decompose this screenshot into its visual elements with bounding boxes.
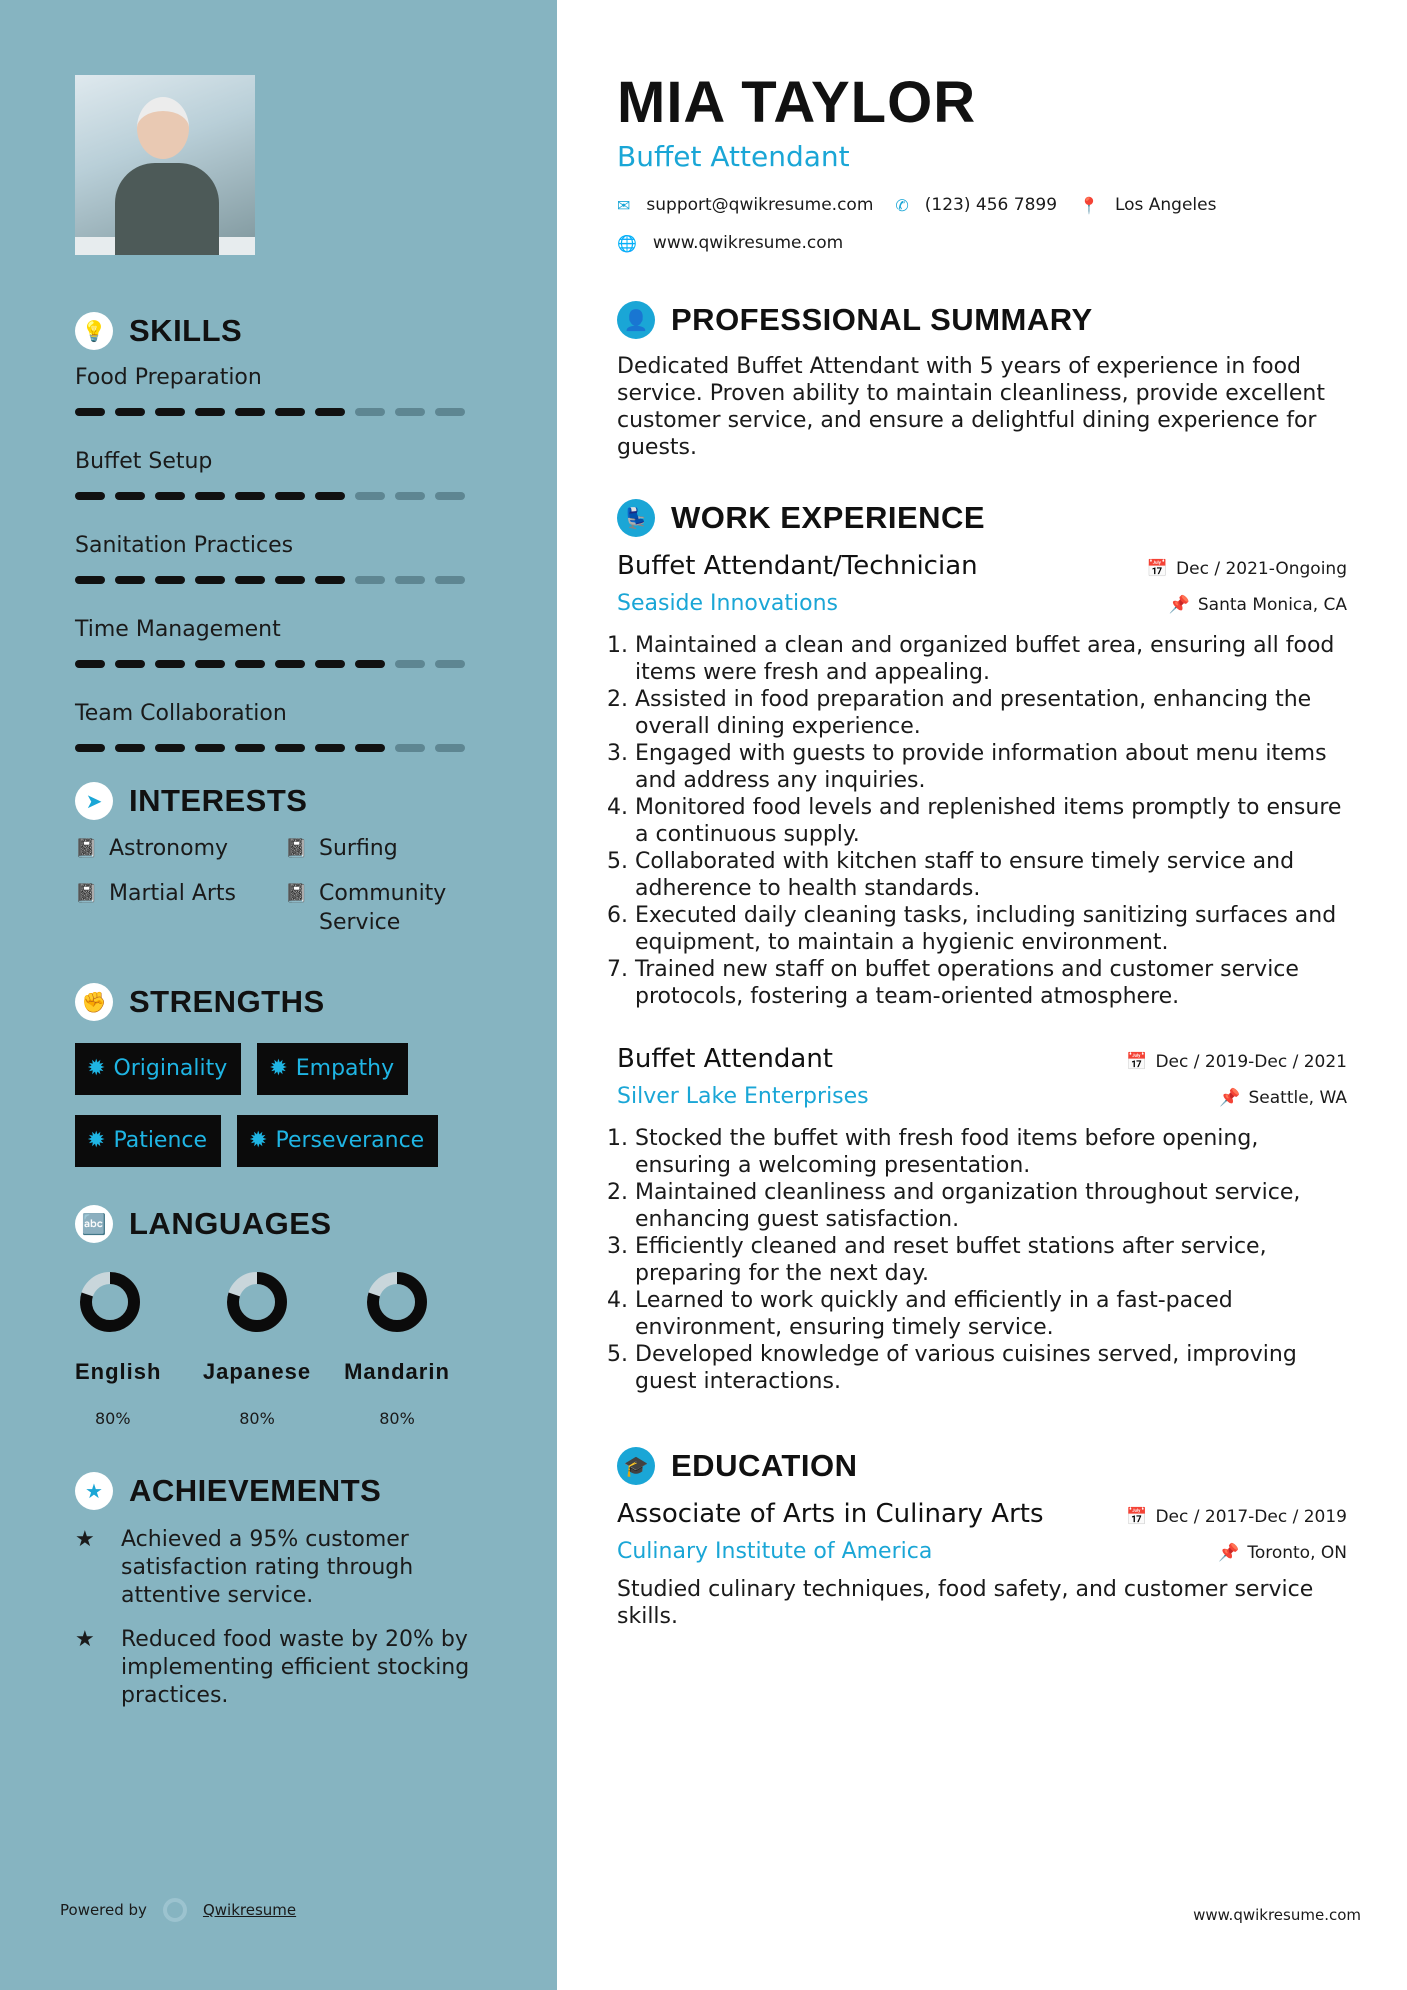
pin-icon: 📌 <box>1219 1088 1241 1108</box>
book-icon: 📓 <box>285 838 308 859</box>
education-entry <box>617 1499 1347 1630</box>
skills-list <box>75 362 557 752</box>
education-description: Studied culinary techniques, food safety, and customer service skills. <box>617 1577 1314 1629</box>
skill-level-segment <box>435 408 465 416</box>
user-icon: 👤 <box>617 301 655 339</box>
skill-name: Buffet Setup <box>75 449 213 474</box>
strength-tag: ✹ Perseverance <box>237 1115 438 1167</box>
skill-level-segment <box>435 744 465 752</box>
job-duty: 1. Maintained a clean and organized buffet area, ensuring all food items were fresh and appealing. <box>635 632 1347 686</box>
skill-level-segment <box>315 408 345 416</box>
profile-photo <box>75 75 255 255</box>
job-duty: 2. Maintained cleanliness and organization throughout service, enhancing guest satisfaction. <box>635 1179 1347 1233</box>
language-level-ring <box>226 1271 288 1333</box>
summary-text: Dedicated Buffet Attendant with 5 years of experience in food service. Proven ability to maintain cleanliness, provide excellent customer service, and ensure a delightful dining experience for guests. <box>617 354 1325 460</box>
main-content <box>557 0 1407 1990</box>
skill-level-segment <box>115 576 145 584</box>
interests-title: INTERESTS <box>129 783 308 818</box>
skill-level-segment <box>275 408 305 416</box>
language-level-ring <box>79 1271 141 1333</box>
powered-by: Powered by Qwikresume <box>60 1898 296 1922</box>
skill-level-segment <box>395 744 425 752</box>
language-item <box>327 1271 467 1428</box>
work-title: WORK EXPERIENCE <box>671 500 986 535</box>
skill-level-segment <box>115 744 145 752</box>
job-title: Buffet Attendant <box>617 1044 833 1074</box>
badge-icon: ✹ <box>249 1128 268 1153</box>
skill-level-segment <box>235 660 265 668</box>
skill-level-segment <box>275 576 305 584</box>
company-name: Seaside Innovations <box>617 591 838 616</box>
summary-section <box>617 301 1347 461</box>
language-name: English <box>75 1359 162 1384</box>
skill-level-segment <box>195 744 225 752</box>
job-duties <box>617 1125 1347 1395</box>
skills-title: SKILLS <box>129 313 243 348</box>
skill-level-bar <box>75 660 557 668</box>
job-duties <box>617 632 1347 1010</box>
skill-level-segment <box>155 408 185 416</box>
skill-name: Food Preparation <box>75 365 262 390</box>
job-duty: 5. Developed knowledge of various cuisines served, improving guest interactions. <box>635 1341 1347 1395</box>
phone-icon: ✆ <box>895 195 909 215</box>
paper-plane-icon: ➤ <box>75 782 113 820</box>
website-contact[interactable]: 🌐 www.qwikresume.com <box>617 233 844 253</box>
skill-name: Sanitation Practices <box>75 533 294 558</box>
achievements-title: ACHIEVEMENTS <box>129 1473 382 1508</box>
skill-name: Team Collaboration <box>75 701 287 726</box>
envelope-icon: ✉ <box>617 195 631 215</box>
interest-item: 📓 Astronomy <box>75 836 229 861</box>
job-title: Buffet Attendant/Technician <box>617 551 978 581</box>
skill-level-segment <box>115 660 145 668</box>
skill-level-segment <box>75 492 105 500</box>
interest-item: 📓 Surfing <box>285 836 398 861</box>
skill-level-segment <box>315 492 345 500</box>
skill-level-bar <box>75 576 557 584</box>
skill-level-segment <box>315 660 345 668</box>
degree-title: Associate of Arts in Culinary Arts <box>617 1499 1044 1529</box>
skill-level-segment <box>315 744 345 752</box>
footer-url[interactable]: www.qwikresume.com <box>1193 1906 1361 1924</box>
education-date: 📅 Dec / 2017-Dec / 2019 <box>1126 1507 1347 1527</box>
school-name: Culinary Institute of America <box>617 1539 933 1564</box>
book-icon: 📓 <box>75 838 98 859</box>
skill-level-segment <box>115 408 145 416</box>
work-section <box>617 499 1347 1395</box>
interest-item: 📓 Martial Arts <box>75 879 285 937</box>
location-contact: 📍 Los Angeles <box>1079 195 1217 215</box>
languages-section <box>75 1205 557 1428</box>
strengths-title: STRENGTHS <box>129 984 325 1019</box>
contact-info <box>617 195 1337 253</box>
skill-level-segment <box>435 492 465 500</box>
shooting-star-icon: ★ <box>75 1527 95 1552</box>
graduate-icon: 🎓 <box>617 1447 655 1485</box>
book-icon: 📓 <box>285 883 308 904</box>
job-duty: 5. Collaborated with kitchen staff to ensure timely service and adherence to health standards. <box>635 848 1347 902</box>
skill-item <box>75 614 557 668</box>
badge-icon: ✹ <box>87 1056 106 1081</box>
star-badge-icon: ★ <box>75 1472 113 1510</box>
pin-icon: 📌 <box>1218 1543 1240 1563</box>
language-name: Mandarin <box>344 1359 450 1384</box>
skill-level-segment <box>395 660 425 668</box>
phone-contact[interactable]: ✆ (123) 456 7899 <box>895 195 1058 215</box>
skill-level-segment <box>275 492 305 500</box>
lightbulb-icon: 💡 <box>75 312 113 350</box>
achievements-section <box>75 1472 557 1710</box>
job-duty: 4. Monitored food levels and replenished items promptly to ensure a continuous supply. <box>635 794 1347 848</box>
job-duty: 1. Stocked the buffet with fresh food items before opening, ensuring a welcoming presentation. <box>635 1125 1347 1179</box>
job-entry <box>617 551 1347 1010</box>
skill-level-segment <box>155 576 185 584</box>
strengths-section <box>75 983 557 1167</box>
skill-name: Time Management <box>75 617 281 642</box>
calendar-icon: 📅 <box>1126 1052 1148 1072</box>
book-icon: 📓 <box>75 883 98 904</box>
languages-list <box>75 1271 557 1428</box>
skills-section <box>75 312 557 752</box>
job-location: 📌 Seattle, WA <box>1219 1088 1347 1108</box>
skill-level-segment <box>435 576 465 584</box>
candidate-name: MIA TAYLOR <box>617 70 977 135</box>
job-date: 📅 Dec / 2021-Ongoing <box>1146 559 1347 579</box>
skill-level-segment <box>395 408 425 416</box>
skill-item <box>75 362 557 416</box>
candidate-role: Buffet Attendant <box>617 140 850 173</box>
fist-icon: ✊ <box>75 983 113 1021</box>
map-pin-icon: 📍 <box>1079 195 1099 215</box>
skill-level-segment <box>235 492 265 500</box>
achievement-item: ★ Achieved a 95% customer satisfaction rating through attentive service. <box>75 1527 414 1608</box>
skill-level-segment <box>235 576 265 584</box>
skill-item <box>75 446 557 500</box>
skill-level-segment <box>355 744 385 752</box>
job-location: 📌 Santa Monica, CA <box>1168 595 1347 615</box>
skill-level-segment <box>195 576 225 584</box>
skill-level-segment <box>355 576 385 584</box>
skill-level-segment <box>275 744 305 752</box>
shooting-star-icon: ★ <box>75 1627 95 1652</box>
language-icon: 🔤 <box>75 1205 113 1243</box>
strength-tag: ✹ Patience <box>75 1115 221 1167</box>
skill-level-segment <box>275 660 305 668</box>
job-duty: 3. Efficiently cleaned and reset buffet stations after service, preparing for the next day. <box>635 1233 1347 1287</box>
languages-title: LANGUAGES <box>129 1206 332 1241</box>
skill-item <box>75 698 557 752</box>
job-date: 📅 Dec / 2019-Dec / 2021 <box>1126 1052 1347 1072</box>
skill-level-segment <box>355 660 385 668</box>
interest-item: 📓 Community Service <box>285 881 447 935</box>
job-duty: 7. Trained new staff on buffet operations and customer service protocols, fostering a team-oriented atmosphere. <box>635 956 1347 1010</box>
job-duty: 4. Learned to work quickly and efficiently in a fast-paced environment, ensuring timely service. <box>635 1287 1347 1341</box>
language-item <box>75 1271 187 1428</box>
skill-level-bar <box>75 408 557 416</box>
globe-icon: 🌐 <box>617 233 637 253</box>
skill-level-segment <box>235 744 265 752</box>
job-duty: 6. Executed daily cleaning tasks, including sanitizing surfaces and equipment, to maintain a hygienic environment. <box>635 902 1347 956</box>
language-percent: 80% <box>239 1409 275 1428</box>
skill-level-segment <box>115 492 145 500</box>
skill-level-bar <box>75 492 557 500</box>
job-duty: 3. Engaged with guests to provide information about menu items and address any inquiries. <box>635 740 1347 794</box>
language-percent: 80% <box>379 1409 415 1428</box>
summary-title: PROFESSIONAL SUMMARY <box>671 302 1093 337</box>
qwikresume-link[interactable]: Qwikresume <box>202 1901 297 1919</box>
calendar-icon: 📅 <box>1146 559 1169 579</box>
sidebar <box>0 0 557 1990</box>
skill-level-segment <box>75 576 105 584</box>
office-chair-icon: 💺 <box>617 499 655 537</box>
education-section <box>617 1447 1347 1630</box>
job-duty: 2. Assisted in food preparation and presentation, enhancing the overall dining experience. <box>635 686 1347 740</box>
company-name: Silver Lake Enterprises <box>617 1084 869 1109</box>
strengths-list <box>75 1043 475 1167</box>
job-entry <box>617 1044 1347 1395</box>
skill-level-segment <box>355 492 385 500</box>
interests-section <box>75 782 557 937</box>
language-level-ring <box>366 1271 428 1333</box>
skill-level-bar <box>75 744 557 752</box>
skill-level-segment <box>395 492 425 500</box>
education-location: 📌 Toronto, ON <box>1218 1543 1347 1563</box>
skill-level-segment <box>155 744 185 752</box>
badge-icon: ✹ <box>87 1128 106 1153</box>
jobs-list <box>617 551 1347 1395</box>
strength-tag: ✹ Empathy <box>257 1043 408 1095</box>
skill-level-segment <box>315 576 345 584</box>
language-name: Japanese <box>202 1359 312 1384</box>
skill-level-segment <box>75 408 105 416</box>
skill-level-segment <box>75 660 105 668</box>
skill-item <box>75 530 557 584</box>
language-item <box>187 1271 327 1428</box>
skill-level-segment <box>435 660 465 668</box>
pin-icon: 📌 <box>1168 595 1190 615</box>
skill-level-segment <box>195 408 225 416</box>
strength-tag: ✹ Originality <box>75 1043 241 1095</box>
achievements-list <box>75 1526 495 1710</box>
email-contact[interactable]: ✉ support@qwikresume.com <box>617 195 874 215</box>
skill-level-segment <box>355 408 385 416</box>
badge-icon: ✹ <box>269 1056 288 1081</box>
skill-level-segment <box>235 408 265 416</box>
qwikresume-logo-icon <box>163 1898 187 1922</box>
skill-level-segment <box>395 576 425 584</box>
language-percent: 80% <box>95 1409 131 1428</box>
achievement-item: ★ Reduced food waste by 20% by implementing efficient stocking practices. <box>75 1627 470 1708</box>
interests-list <box>75 834 557 937</box>
skill-level-segment <box>155 660 185 668</box>
skill-level-segment <box>75 744 105 752</box>
skill-level-segment <box>155 492 185 500</box>
calendar-icon: 📅 <box>1126 1507 1148 1527</box>
education-title: EDUCATION <box>671 1448 858 1483</box>
skill-level-segment <box>195 660 225 668</box>
skill-level-segment <box>195 492 225 500</box>
